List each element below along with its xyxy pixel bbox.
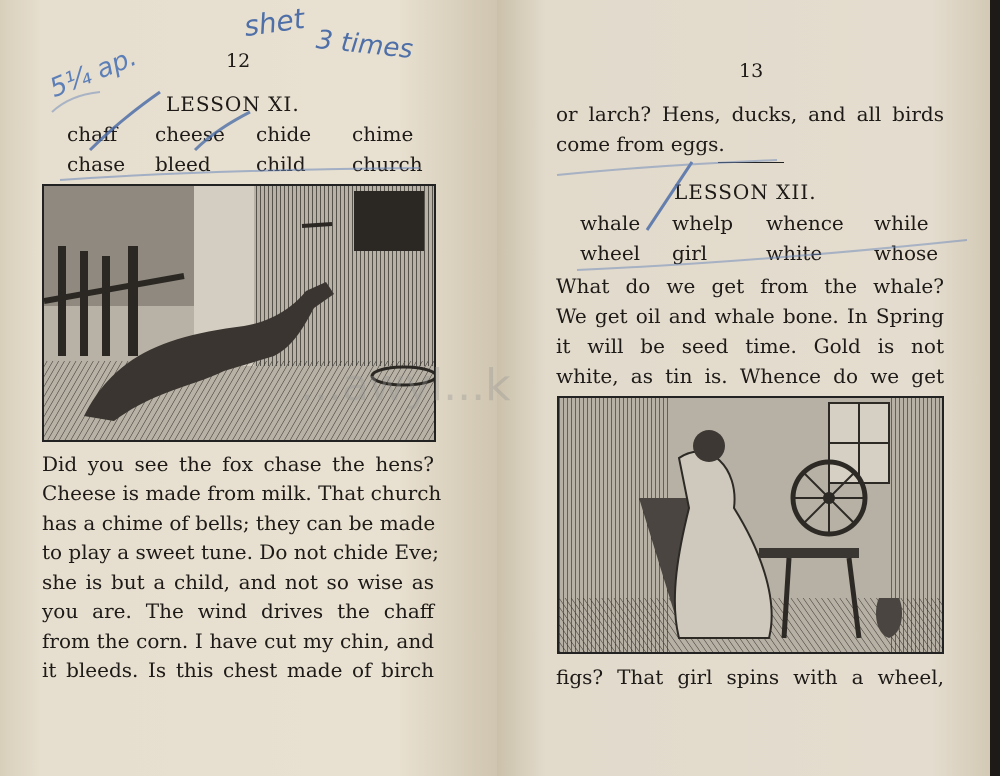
text-line-right-mid-2: We get oil and whale bone. In Spring (556, 304, 944, 328)
text-line-right-top-2: come from eggs. (556, 132, 725, 156)
word-cheese: cheese (155, 122, 225, 146)
text-line-left-1: Did you see the fox chase the hens? (42, 452, 434, 476)
handwritten-note-times: 3 times (314, 25, 415, 65)
word-chase: chase (67, 152, 126, 176)
text-line-left-7: from the corn. I have cut my chin, and (42, 629, 434, 653)
word-whale: whale (580, 211, 641, 235)
lesson-title-xii: LESSON XII. (674, 180, 817, 204)
handwritten-note-shet: shet (241, 1, 307, 44)
text-line-left-4: to play a sweet tune. Do not chide Eve; (42, 540, 439, 564)
word-girl: girl (672, 241, 708, 265)
text-line-right-bottom-1: figs? That girl spins with a wheel, (556, 665, 944, 689)
text-line-right-mid-1: What do we get from the whale? (556, 274, 944, 298)
word-child: child (256, 152, 306, 176)
word-whose: whose (874, 241, 939, 265)
lesson-title-xi: LESSON XI. (166, 92, 300, 116)
word-church: church (352, 152, 423, 176)
pencil-marks-right (497, 0, 990, 300)
word-white: white (766, 241, 823, 265)
page-number-left: 12 (226, 50, 251, 72)
word-whence: whence (766, 211, 844, 235)
watermark: ...awyl...k (300, 360, 511, 411)
handwritten-margin-note: 5¼ ap. (45, 42, 142, 104)
word-while: while (874, 211, 929, 235)
text-line-left-6: you are. The wind drives the chaff (42, 599, 434, 623)
word-chide: chide (256, 122, 312, 146)
text-line-left-2: Cheese is made from milk. That church (42, 481, 442, 505)
word-wheel: wheel (580, 241, 641, 265)
text-line-right-top-1: or larch? Hens, ducks, and all birds (556, 102, 944, 126)
text-line-right-mid-3: it will be seed time. Gold is not (556, 334, 944, 358)
word-bleed: bleed (155, 152, 211, 176)
word-whelp: whelp (672, 211, 734, 235)
text-line-right-mid-4: white, as tin is. Whence do we get (556, 364, 944, 388)
text-line-left-3: has a chime of bells; they can be made (42, 511, 436, 535)
spinning-wheel-illustration (557, 396, 944, 654)
pencil-marks-left (0, 0, 497, 200)
word-chime: chime (352, 122, 414, 146)
page-number-right: 13 (739, 60, 764, 82)
book-edge-shadow (990, 0, 1000, 776)
word-chaff: chaff (67, 122, 118, 146)
text-line-left-8: it bleeds. Is this chest made of birch (42, 658, 434, 682)
text-line-left-5: she is but a child, and not so wise as (42, 570, 434, 594)
